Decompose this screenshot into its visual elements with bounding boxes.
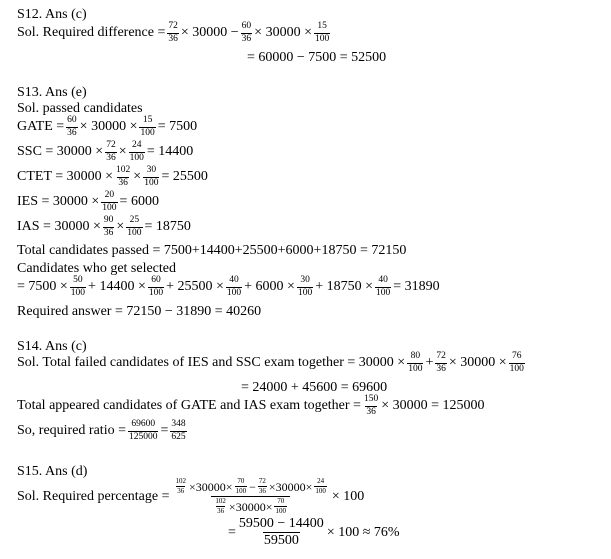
fraction: $\frac{60}{100}$ [148,275,164,298]
s15-solution-line-1: Sol. Required percentage = $\frac{102}{36}$ ×30000× $\frac{70}{100}$ − $\frac{72}{36}$ ×30000× $\frac{24}{100}$ $\frac{102}{36}$ ×30000× $\frac{70}{100}$ × 100 [17,477,365,515]
s13-selected-label: Candidates who get selected [17,261,177,276]
s14-heading: S14. Ans (c) [17,339,87,354]
s12-solution-line-2: = 60000 − 7500 = 52500 [247,50,387,65]
s13-gate-line: GATE = $\frac{60}{36}$ × 30000 × $\frac{15}{100}$ = 7500 [17,115,198,138]
fraction: $\frac{348}{625}$ [171,419,186,442]
fraction: $\frac{102}{36}$ [175,477,187,495]
fraction: $\frac{69600}{125000}$ [128,419,158,442]
fraction: $\frac{25}{100}$ [127,215,142,238]
fraction: $\frac{70}{100}$ [235,477,247,495]
fraction: $\frac{60}{36}$ [241,21,252,44]
fraction: $\frac{76}{100}$ [509,351,524,374]
s13-ies-line: IES = 30000 × $\frac{20}{100}$ = 6000 [17,190,159,213]
s14-solution-line-2: = 24000 + 45600 = 69600 [241,380,388,395]
fraction: $\frac{20}{100}$ [102,190,117,213]
fraction: $\frac{102}{36}$ [116,165,131,188]
s13-ctet-line: CTET = 30000 × $\frac{102}{36}$ × $\frac{30}{100}$ = 25500 [17,165,208,188]
fraction: $\frac{59500 - 14400}{59500}$ [238,516,324,548]
s13-ssc-line: SSC = 30000 × $\frac{72}{36}$ × $\frac{24}{100}$ = 14400 [17,140,194,163]
s15-solution-line-2: = $\frac{59500 - 14400}{59500}$ × 100 ≈ 76% [228,516,400,548]
fraction: $\frac{72}{36}$ [168,21,178,44]
s14-solution-line-4: So, required ratio = $\frac{69600}{125000}$ = $\frac{348}{625}$ [17,419,186,442]
s14-solution-line-1: Sol. Total failed candidates of IES and SSC exam together = 30000 × $\frac{80}{100}$ + $\frac{72}{36}$ × 30000 × $\frac{76}{100}$ [17,351,524,374]
s13-heading: S13. Ans (e) [17,85,87,100]
fraction: $\frac{30}{100}$ [297,275,313,298]
s13-ias-line: IAS = 30000 × $\frac{90}{36}$ × $\frac{25}{100}$ = 18750 [17,215,191,238]
fraction: $\frac{30}{100}$ [144,165,159,188]
fraction: $\frac{40}{100}$ [226,275,242,298]
s13-total-line: Total candidates passed = 7500+14400+25500+6000+18750 = 72150 [17,243,407,258]
fraction: $\frac{24}{100}$ [129,140,144,163]
fraction: $\frac{72}{36}$ [106,140,116,163]
fraction: $\frac{70}{100}$ [275,497,286,515]
fraction: $\frac{150}{36}$ [363,394,379,417]
compound-fraction: $\frac{102}{36}$ ×30000× $\frac{70}{100}$ − $\frac{72}{36}$ ×30000× $\frac{24}{100}$ $\frac{102}{36}$ ×30000× $\frac{70}{100}$ [175,477,326,515]
fraction: $\frac{15}{100}$ [140,115,155,138]
s12-solution-line-1: Sol. Required difference = $\frac{72}{36}$ × 30000 − $\frac{60}{36}$ × 30000 × $\frac{15}{100}$ [17,21,330,44]
s13-selected-line: = 7500 × $\frac{50}{100}$ + 14400 × $\frac{60}{100}$ + 25500 × $\frac{40}{100}$ + 6000 × $\frac{30}{100}$ + 18750 × $\frac{40}{100}$ = 31890 [17,275,440,298]
fraction: $\frac{72}{36}$ [258,477,266,495]
fraction: $\frac{102}{36}$ [215,497,226,515]
s12-heading: S12. Ans (c) [17,7,87,22]
fraction: $\frac{80}{100}$ [408,351,423,374]
fraction: $\frac{24}{100}$ [315,477,326,495]
fraction: $\frac{60}{36}$ [67,115,77,138]
fraction: $\frac{90}{36}$ [103,215,114,238]
fraction: $\frac{15}{100}$ [314,21,330,44]
s13-sol-label: Sol. passed candidates [17,101,143,116]
fraction: $\frac{40}{100}$ [375,275,391,298]
s14-solution-line-3: Total appeared candidates of GATE and IAS exam together = $\frac{150}{36}$ × 30000 = 125000 [17,394,485,417]
fraction: $\frac{50}{100}$ [70,275,86,298]
fraction: $\frac{72}{36}$ [436,351,446,374]
s15-heading: S15. Ans (d) [17,464,88,479]
s13-answer-line: Required answer = 72150 − 31890 = 40260 [17,304,262,319]
